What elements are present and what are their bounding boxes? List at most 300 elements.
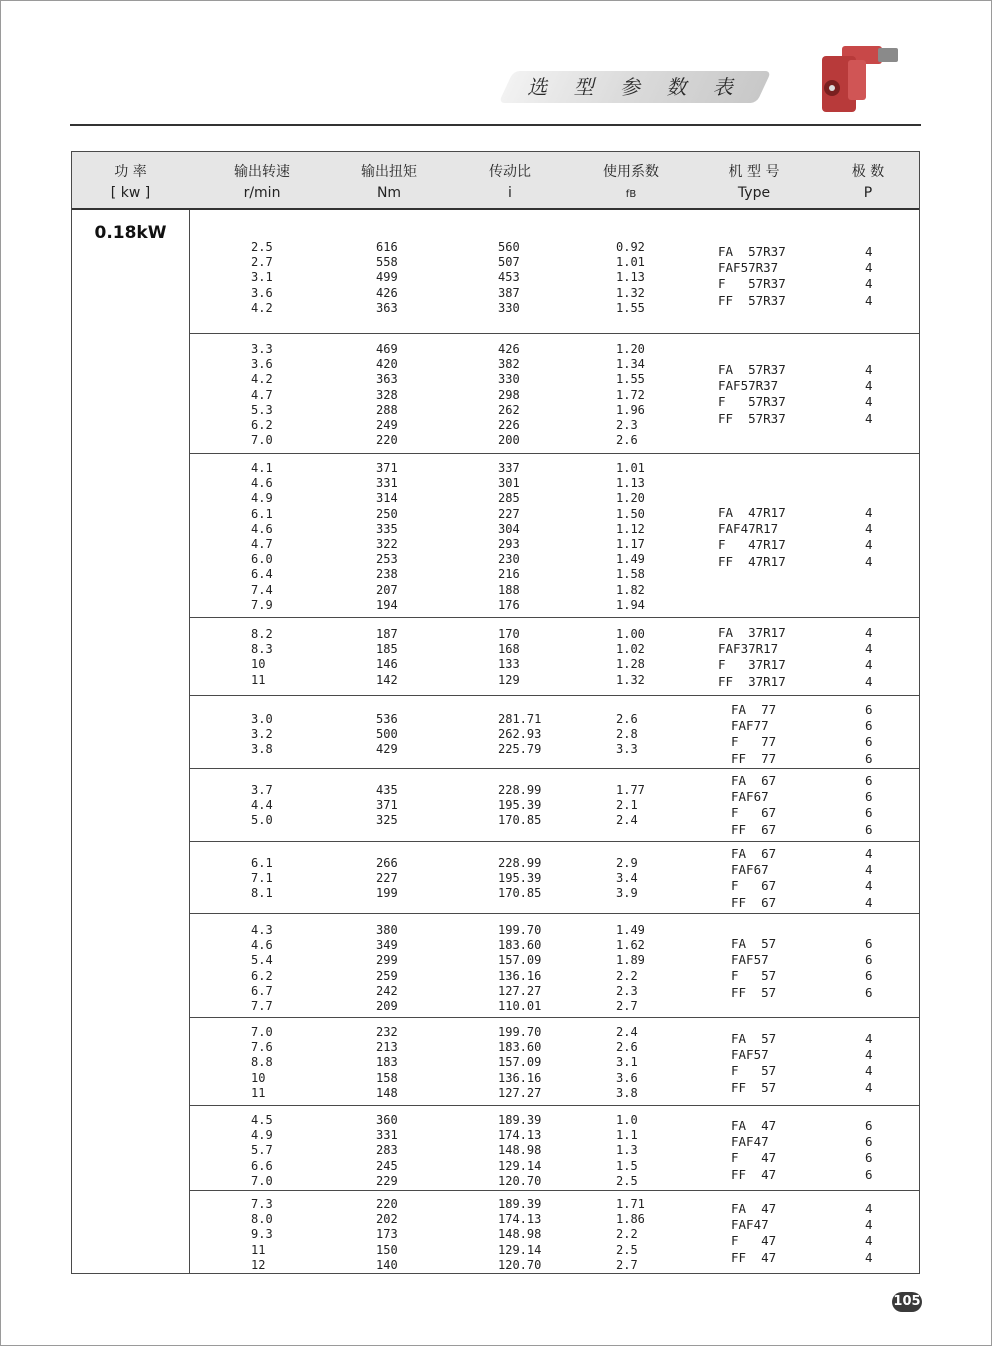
- service-factor-cell: 1.72: [616, 387, 645, 402]
- torque-cell: 185: [376, 642, 398, 657]
- ratio-cell: 157.09: [498, 953, 542, 968]
- service-factor-cell: 3.3: [616, 742, 638, 757]
- torque-cell: 328: [376, 387, 398, 402]
- header-type: [694, 152, 814, 208]
- torque-cell: 220: [376, 433, 398, 448]
- poles-cell: 4: [865, 1047, 873, 1063]
- service-factor-cell: 1.55: [616, 372, 645, 387]
- type-cell: FAF77: [731, 718, 769, 734]
- speed-cell: 11: [251, 1242, 266, 1257]
- poles-cell: 4: [865, 505, 873, 520]
- torque-cell: 140: [376, 1257, 398, 1272]
- ratio-cell: 129.14: [498, 1158, 542, 1173]
- torque-cell: 249: [376, 418, 398, 432]
- service-factor-cell: 1.5: [616, 1158, 638, 1173]
- ratio-cell: 230: [498, 552, 520, 567]
- speed-cell: 4.5: [251, 1113, 273, 1127]
- header-service-factor: [578, 152, 684, 208]
- ratio-cell: 170.85: [498, 813, 542, 828]
- ratio-cell: 183.60: [498, 1040, 542, 1055]
- type-cell: FA 67: [731, 773, 777, 788]
- torque-cell: 158: [376, 1070, 398, 1085]
- service-factor-cell: 1.32: [616, 285, 645, 300]
- poles-cell: 4: [865, 1201, 873, 1216]
- torque-cell: 331: [376, 1128, 398, 1143]
- torque-cell: 209: [376, 999, 398, 1013]
- ratio-cell: 330: [498, 300, 520, 315]
- type-cell: FF 57: [731, 984, 777, 1000]
- header-poles-unit: P: [863, 185, 873, 201]
- ratio-cell: 188: [498, 582, 520, 597]
- poles-cell: 4: [865, 1217, 873, 1233]
- torque-cell: 253: [376, 552, 398, 567]
- speed-cell: 7.6: [251, 1040, 273, 1055]
- speed-cell: 4.7: [251, 537, 273, 551]
- torque-cell: 558: [376, 255, 398, 270]
- ratio-cell: 148.98: [498, 1227, 542, 1242]
- type-cell: FA 57R37: [718, 244, 786, 259]
- speed-cell: 6.2: [251, 418, 273, 432]
- service-factor-cell: 1.49: [616, 923, 645, 937]
- type-cell: FA 57R37: [718, 362, 786, 377]
- torque-cell: 266: [376, 856, 398, 870]
- poles-cell: 6: [865, 750, 873, 766]
- header-power-label: 功 率: [114, 164, 147, 180]
- ratio-cell: 382: [498, 357, 520, 372]
- power-value: 0.18kW: [94, 223, 167, 243]
- type-cell: FF 57R37: [718, 410, 786, 426]
- poles-cell: 6: [865, 1118, 873, 1133]
- speed-cell: 6.2: [251, 968, 273, 983]
- service-factor-cell: 1.13: [616, 476, 645, 491]
- speed-cell: 8.3: [251, 642, 273, 657]
- header-speed-label: 输出转速: [234, 164, 290, 180]
- torque-cell: 183: [376, 1055, 398, 1070]
- ratio-cell: 174.13: [498, 1128, 542, 1143]
- header-ratio-unit: i: [508, 185, 512, 201]
- poles-cell: 6: [865, 1166, 873, 1182]
- ratio-cell: 136.16: [498, 1070, 542, 1085]
- header-torque-unit: Nm: [376, 185, 402, 201]
- ratio-cell: 281.71: [498, 712, 542, 726]
- table-group: [190, 1106, 919, 1191]
- service-factor-cell: 1.71: [616, 1197, 645, 1211]
- service-factor-cell: 2.5: [616, 1242, 638, 1257]
- gear-motor-icon: [818, 42, 902, 118]
- ratio-cell: 262.93: [498, 727, 542, 742]
- service-factor-cell: 2.6: [616, 1040, 638, 1055]
- ratio-cell: 387: [498, 285, 520, 300]
- torque-cell: 229: [376, 1173, 398, 1188]
- speed-cell: 12: [251, 1257, 266, 1272]
- header-poles-label: 极 数: [851, 164, 885, 180]
- poles-cell: 4: [865, 862, 873, 878]
- service-factor-cell: 1.96: [616, 402, 645, 417]
- type-cell: F 47: [731, 1233, 777, 1249]
- service-factor-cell: 2.7: [616, 999, 638, 1013]
- service-factor-cell: 1.1: [616, 1128, 638, 1143]
- speed-cell: 3.3: [251, 342, 273, 356]
- ratio-cell: 199.70: [498, 1025, 542, 1039]
- header-type-unit: Type: [737, 185, 771, 201]
- service-factor-cell: 2.7: [616, 1257, 638, 1272]
- ratio-cell: 507: [498, 255, 520, 270]
- service-factor-cell: 0.92: [616, 240, 645, 254]
- header-service-factor-label: 使用系数: [603, 164, 659, 180]
- poles-cell: 4: [865, 1079, 873, 1095]
- ratio-cell: 426: [498, 342, 520, 356]
- torque-cell: 227: [376, 871, 398, 886]
- table-group: [190, 618, 919, 696]
- service-factor-cell: 1.12: [616, 521, 645, 536]
- ratio-cell: 189.39: [498, 1197, 542, 1211]
- service-factor-cell: 1.13: [616, 270, 645, 285]
- header-speed-unit: r/min: [243, 185, 281, 201]
- speed-cell: 8.1: [251, 886, 273, 901]
- speed-cell: 4.6: [251, 476, 273, 491]
- poles-cell: 4: [865, 641, 873, 657]
- torque-cell: 299: [376, 953, 398, 968]
- ratio-cell: 337: [498, 461, 520, 475]
- speed-cell: 4.6: [251, 521, 273, 536]
- type-cell: F 67: [731, 805, 777, 821]
- poles-cell: 4: [865, 276, 873, 292]
- speed-cell: 2.5: [251, 240, 273, 254]
- torque-cell: 363: [376, 372, 398, 387]
- service-factor-cell: 2.4: [616, 1025, 638, 1039]
- speed-cell: 7.3: [251, 1197, 273, 1211]
- torque-cell: 242: [376, 983, 398, 998]
- type-cell: FAF57R37: [718, 260, 779, 276]
- torque-cell: 207: [376, 582, 398, 597]
- speed-cell: 6.1: [251, 506, 273, 521]
- service-factor-cell: 1.77: [616, 783, 645, 797]
- speed-cell: 4.2: [251, 300, 273, 315]
- torque-cell: 420: [376, 357, 398, 372]
- table-group: [190, 334, 919, 454]
- speed-cell: 3.8: [251, 742, 273, 757]
- ratio-cell: 110.01: [498, 999, 542, 1013]
- torque-cell: 142: [376, 672, 398, 687]
- service-factor-cell: 3.9: [616, 886, 638, 901]
- speed-cell: 4.4: [251, 798, 273, 813]
- ratio-cell: 170: [498, 627, 520, 641]
- table-group: [190, 1191, 919, 1272]
- ratio-cell: 330: [498, 372, 520, 387]
- speed-cell: 8.0: [251, 1212, 273, 1227]
- header-torque-label: 输出扭矩: [361, 164, 417, 180]
- type-cell: FF 77: [731, 750, 777, 766]
- table-group: [190, 842, 919, 914]
- torque-cell: 363: [376, 300, 398, 315]
- type-cell: FA 47: [731, 1201, 777, 1216]
- type-cell: FAF47: [731, 1217, 769, 1233]
- torque-cell: 220: [376, 1197, 398, 1211]
- torque-cell: 499: [376, 270, 398, 285]
- table-group: [190, 696, 919, 769]
- speed-cell: 5.3: [251, 402, 273, 417]
- service-factor-cell: 2.6: [616, 433, 638, 448]
- poles-cell: 6: [865, 702, 873, 717]
- torque-cell: 194: [376, 597, 398, 612]
- service-factor-cell: 1.34: [616, 357, 645, 372]
- torque-cell: 187: [376, 627, 398, 641]
- type-cell: F 57R37: [718, 276, 786, 292]
- page-title: 选 型 参 数 表: [527, 75, 743, 99]
- service-factor-cell: 2.1: [616, 798, 638, 813]
- poles-cell: 4: [865, 846, 873, 861]
- service-factor-cell: 2.6: [616, 712, 638, 726]
- ratio-cell: 216: [498, 567, 520, 582]
- header-power: [72, 152, 189, 208]
- type-cell: FF 67: [731, 821, 777, 837]
- torque-cell: 250: [376, 506, 398, 521]
- speed-cell: 4.1: [251, 461, 273, 475]
- ratio-cell: 293: [498, 537, 520, 551]
- page-number: 105: [892, 1292, 922, 1312]
- service-factor-cell: 1.49: [616, 552, 645, 567]
- service-factor-cell: 1.17: [616, 537, 645, 551]
- header-speed: [194, 152, 330, 208]
- speed-cell: 5.0: [251, 813, 273, 828]
- selection-table: [71, 151, 920, 1274]
- type-cell: F 47R17: [718, 537, 786, 553]
- torque-cell: 360: [376, 1113, 398, 1127]
- service-factor-cell: 1.28: [616, 657, 645, 672]
- ratio-cell: 189.39: [498, 1113, 542, 1127]
- speed-cell: 7.0: [251, 433, 273, 448]
- speed-cell: 6.1: [251, 856, 273, 870]
- table-group: [190, 454, 919, 618]
- torque-cell: 173: [376, 1227, 398, 1242]
- table-group: [190, 914, 919, 1018]
- torque-cell: 380: [376, 923, 398, 937]
- speed-cell: 7.9: [251, 597, 273, 612]
- type-cell: F 67: [731, 878, 777, 894]
- torque-cell: 288: [376, 402, 398, 417]
- ratio-cell: 227: [498, 506, 520, 521]
- speed-cell: 3.6: [251, 285, 273, 300]
- type-cell: FF 47R17: [718, 553, 786, 569]
- type-cell: F 37R17: [718, 657, 786, 673]
- service-factor-cell: 1.01: [616, 461, 645, 475]
- ratio-cell: 298: [498, 387, 520, 402]
- poles-cell: 4: [865, 1249, 873, 1265]
- speed-cell: 11: [251, 672, 266, 687]
- torque-cell: 371: [376, 798, 398, 813]
- type-cell: FAF47: [731, 1134, 769, 1150]
- ratio-cell: 120.70: [498, 1257, 542, 1272]
- speed-cell: 8.8: [251, 1055, 273, 1070]
- ratio-cell: 176: [498, 597, 520, 612]
- type-cell: FF 57: [731, 1079, 777, 1095]
- ratio-cell: 157.09: [498, 1055, 542, 1070]
- type-cell: FA 47: [731, 1118, 777, 1133]
- speed-cell: 6.7: [251, 983, 273, 998]
- header-ratio: [458, 152, 562, 208]
- ratio-cell: 195.39: [498, 798, 542, 813]
- torque-cell: 202: [376, 1212, 398, 1227]
- type-cell: FF 37R17: [718, 673, 786, 689]
- service-factor-cell: 1.55: [616, 300, 645, 315]
- ratio-cell: 262: [498, 402, 520, 417]
- ratio-cell: 301: [498, 476, 520, 491]
- speed-cell: 4.9: [251, 491, 273, 506]
- type-cell: F 57R37: [718, 394, 786, 410]
- torque-cell: 148: [376, 1085, 398, 1100]
- service-factor-cell: 1.86: [616, 1212, 645, 1227]
- service-factor-cell: 1.01: [616, 255, 645, 270]
- poles-cell: 6: [865, 984, 873, 1000]
- ratio-cell: 199.70: [498, 923, 542, 937]
- type-cell: FA 77: [731, 702, 777, 717]
- speed-cell: 7.0: [251, 1025, 273, 1039]
- ratio-cell: 133: [498, 657, 520, 672]
- table-group: [190, 210, 919, 334]
- header-service-factor-unit: fB: [625, 189, 637, 200]
- poles-cell: 4: [865, 410, 873, 426]
- service-factor-cell: 2.8: [616, 727, 638, 742]
- speed-cell: 6.6: [251, 1158, 273, 1173]
- service-factor-cell: 2.9: [616, 856, 638, 870]
- torque-cell: 616: [376, 240, 398, 254]
- poles-cell: 4: [865, 625, 873, 640]
- poles-cell: 6: [865, 821, 873, 837]
- type-cell: FAF67: [731, 862, 769, 878]
- poles-cell: 4: [865, 553, 873, 569]
- poles-cell: 4: [865, 537, 873, 553]
- service-factor-cell: 2.2: [616, 1227, 638, 1242]
- type-cell: FAF47R17: [718, 521, 779, 537]
- poles-cell: 6: [865, 1150, 873, 1166]
- ratio-cell: 228.99: [498, 856, 542, 870]
- table-group: [190, 769, 919, 842]
- type-cell: FA 47R17: [718, 505, 786, 520]
- torque-cell: 469: [376, 342, 398, 356]
- speed-cell: 10: [251, 657, 266, 672]
- poles-cell: 6: [865, 718, 873, 734]
- service-factor-cell: 1.62: [616, 938, 645, 953]
- speed-cell: 9.3: [251, 1227, 273, 1242]
- type-cell: FAF57: [731, 952, 769, 968]
- service-factor-cell: 1.89: [616, 953, 645, 968]
- torque-cell: 322: [376, 537, 398, 551]
- poles-cell: 4: [865, 378, 873, 394]
- torque-cell: 213: [376, 1040, 398, 1055]
- ratio-cell: 226: [498, 418, 520, 432]
- torque-cell: 325: [376, 813, 398, 828]
- speed-cell: 6.0: [251, 552, 273, 567]
- type-cell: F 57: [731, 1063, 777, 1079]
- type-cell: FAF37R17: [718, 641, 779, 657]
- header-poles: [828, 152, 908, 208]
- type-cell: FAF57R37: [718, 378, 779, 394]
- service-factor-cell: 2.3: [616, 418, 638, 432]
- ratio-cell: 127.27: [498, 983, 542, 998]
- torque-cell: 435: [376, 783, 398, 797]
- torque-cell: 146: [376, 657, 398, 672]
- ratio-cell: 168: [498, 642, 520, 657]
- speed-cell: 3.1: [251, 270, 273, 285]
- poles-cell: 6: [865, 952, 873, 968]
- type-cell: FAF67: [731, 789, 769, 805]
- type-cell: FA 37R17: [718, 625, 786, 640]
- poles-cell: 4: [865, 394, 873, 410]
- torque-cell: 331: [376, 476, 398, 491]
- poles-cell: 4: [865, 292, 873, 308]
- service-factor-cell: 1.02: [616, 642, 645, 657]
- poles-cell: 4: [865, 1031, 873, 1046]
- header-type-label: 机 型 号: [728, 164, 780, 180]
- ratio-cell: 560: [498, 240, 520, 254]
- torque-cell: 335: [376, 521, 398, 536]
- torque-cell: 199: [376, 886, 398, 901]
- speed-cell: 7.7: [251, 999, 273, 1013]
- poles-cell: 4: [865, 673, 873, 689]
- type-cell: FA 57: [731, 936, 777, 951]
- speed-cell: 5.7: [251, 1143, 273, 1158]
- type-cell: FF 47: [731, 1166, 777, 1182]
- speed-cell: 3.6: [251, 357, 273, 372]
- service-factor-cell: 3.6: [616, 1070, 638, 1085]
- type-cell: FF 67: [731, 894, 777, 910]
- torque-cell: 238: [376, 567, 398, 582]
- type-cell: FA 57: [731, 1031, 777, 1046]
- type-cell: FF 57R37: [718, 292, 786, 308]
- speed-cell: 8.2: [251, 627, 273, 641]
- speed-cell: 4.7: [251, 387, 273, 402]
- header-rule: [70, 124, 921, 126]
- ratio-cell: 453: [498, 270, 520, 285]
- table-header: [72, 152, 919, 210]
- service-factor-cell: 1.32: [616, 672, 645, 687]
- torque-cell: 245: [376, 1158, 398, 1173]
- service-factor-cell: 3.1: [616, 1055, 638, 1070]
- poles-cell: 6: [865, 805, 873, 821]
- ratio-cell: 170.85: [498, 886, 542, 901]
- poles-cell: 4: [865, 260, 873, 276]
- ratio-cell: 200: [498, 433, 520, 448]
- speed-cell: 10: [251, 1070, 266, 1085]
- poles-cell: 6: [865, 968, 873, 984]
- ratio-cell: 225.79: [498, 742, 542, 757]
- type-cell: FA 67: [731, 846, 777, 861]
- torque-cell: 426: [376, 285, 398, 300]
- service-factor-cell: 2.4: [616, 813, 638, 828]
- ratio-cell: 195.39: [498, 871, 542, 886]
- ratio-cell: 129.14: [498, 1242, 542, 1257]
- speed-cell: 4.9: [251, 1128, 273, 1143]
- speed-cell: 4.3: [251, 923, 273, 937]
- torque-cell: 150: [376, 1242, 398, 1257]
- ratio-cell: 120.70: [498, 1173, 542, 1188]
- service-factor-cell: 3.8: [616, 1085, 638, 1100]
- service-factor-cell: 1.20: [616, 491, 645, 506]
- speed-cell: 7.1: [251, 871, 273, 886]
- service-factor-cell: 3.4: [616, 871, 638, 886]
- poles-cell: 4: [865, 1233, 873, 1249]
- service-factor-cell: 1.3: [616, 1143, 638, 1158]
- torque-cell: 371: [376, 461, 398, 475]
- speed-cell: 3.7: [251, 783, 273, 797]
- torque-cell: 232: [376, 1025, 398, 1039]
- torque-cell: 536: [376, 712, 398, 726]
- service-factor-cell: 1.0: [616, 1113, 638, 1127]
- poles-cell: 4: [865, 878, 873, 894]
- poles-cell: 4: [865, 362, 873, 377]
- speed-cell: 2.7: [251, 255, 273, 270]
- speed-cell: 3.0: [251, 712, 273, 726]
